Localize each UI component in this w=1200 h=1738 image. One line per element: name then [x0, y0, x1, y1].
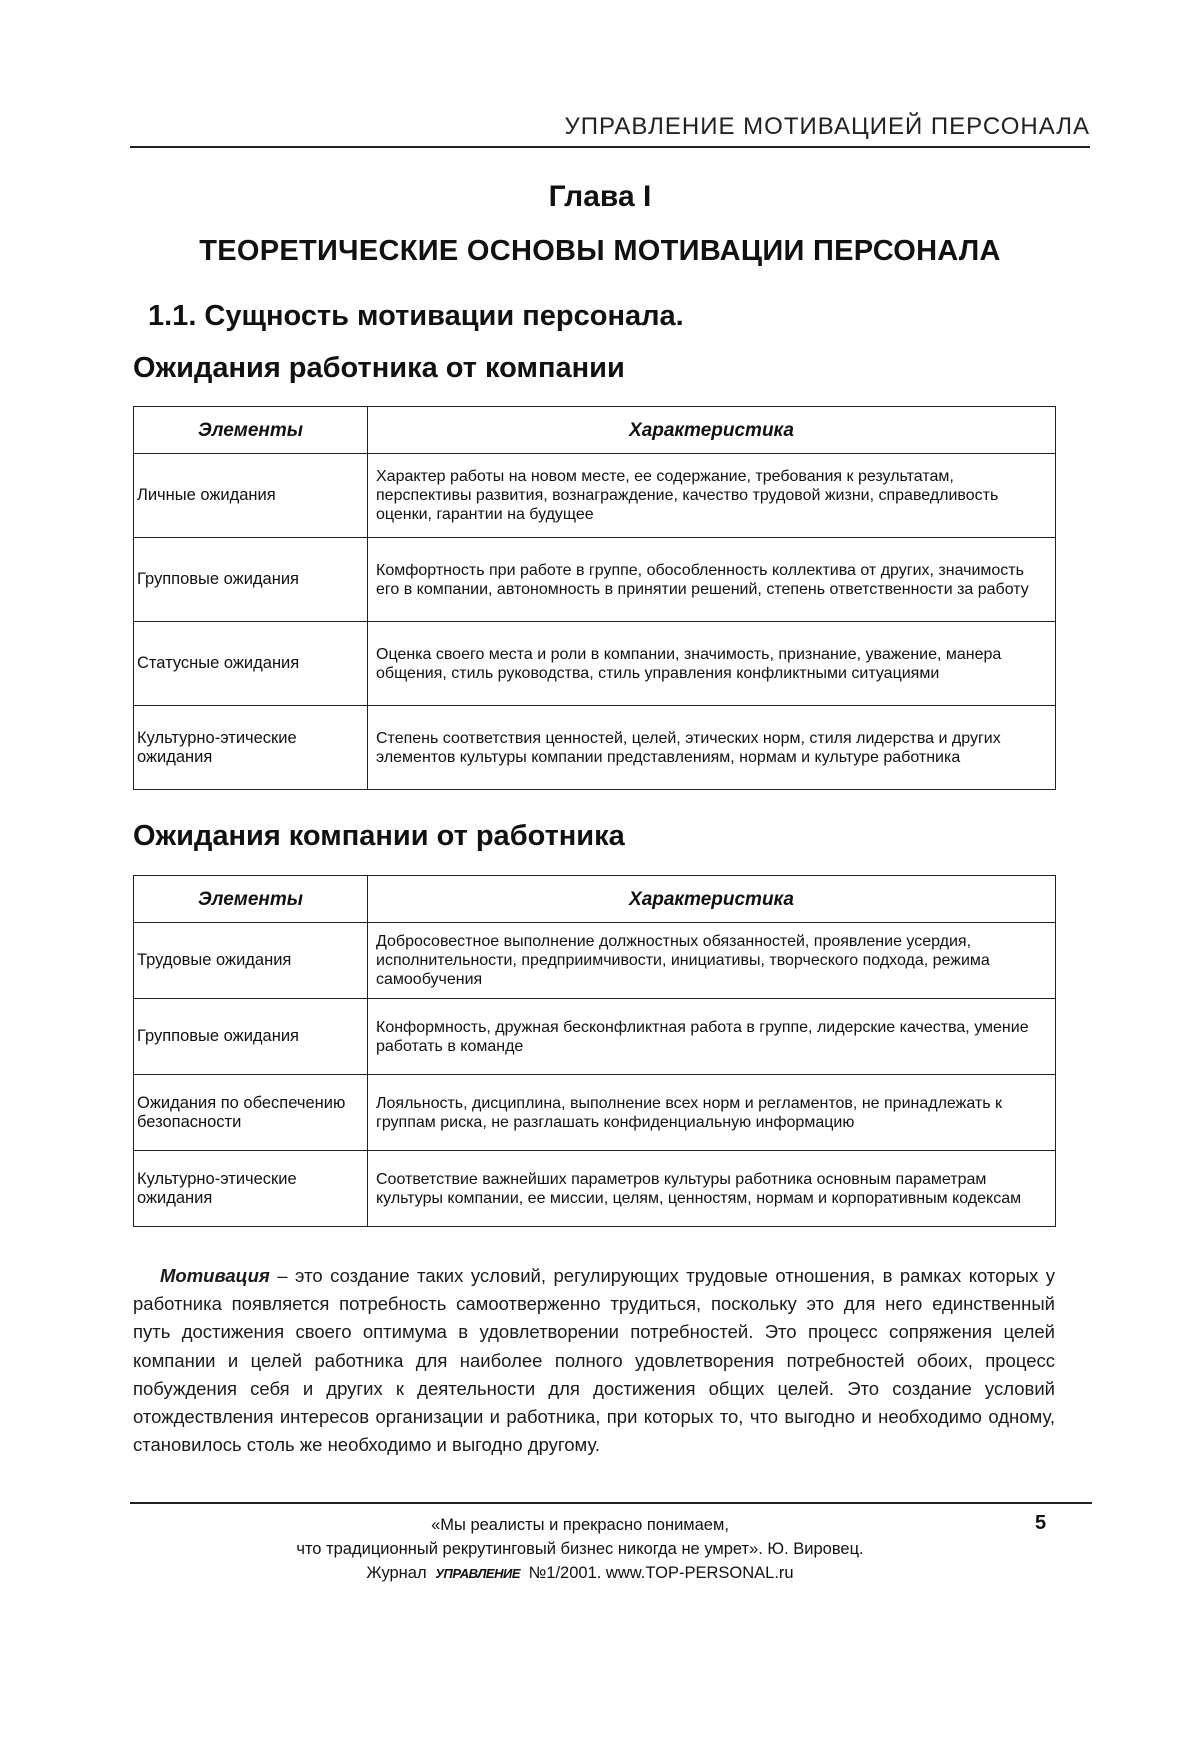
row-description: Оценка своего места и роли в компании, значимость, признание, уважение, манера общения, стиль руководства, стиль управления конфликтными ситуациями: [368, 622, 1056, 706]
column-header-characteristic: Характеристика: [368, 407, 1056, 454]
row-description: Степень соответствия ценностей, целей, этических норм, стиля лидерства и других элементов культуры компании представлениям, нормам и культуре работника: [368, 706, 1056, 790]
footer-quote-line-2: что традиционный рекрутинговый бизнес никогда не умрет». Ю. Вировец.: [296, 1540, 864, 1558]
table-row: [134, 999, 1056, 1075]
journal-logo: УПРАВЛЕНИЕ: [435, 1566, 520, 1581]
footer: [190, 1513, 970, 1586]
table-row: [134, 923, 1056, 999]
table1-title: Ожидания работника от компании: [133, 352, 625, 384]
row-description: Лояльность, дисциплина, выполнение всех норм и регламентов, не принадлежать к группам риска, не разглашать конфиденциальную информацию: [368, 1075, 1056, 1151]
row-element: Культурно-этические ожидания: [134, 706, 368, 790]
journal-label: Журнал: [366, 1564, 427, 1582]
row-description: Характер работы на новом месте, ее содержание, требования к результатам, перспективы развития, вознаграждение, качество трудовой жизни, справедливость оценки, гарантии на будущее: [368, 454, 1056, 538]
running-head: УПРАВЛЕНИЕ МОТИВАЦИЕЙ ПЕРСОНАЛА: [564, 113, 1090, 140]
column-header-elements: Элементы: [134, 876, 368, 923]
table-row: [134, 622, 1056, 706]
footer-quote-line-1: «Мы реалисты и прекрасно понимаем,: [431, 1516, 729, 1534]
row-element: Ожидания по обеспечению безопасности: [134, 1075, 368, 1151]
table-header-row: [134, 407, 1056, 454]
row-description: Добросовестное выполнение должностных обязанностей, проявление усердия, исполнительности, предприимчивости, инициативы, творческого подхода, режима самообучения: [368, 923, 1056, 999]
row-element: Трудовые ожидания: [134, 923, 368, 999]
section-title: 1.1. Сущность мотивации персонала.: [148, 300, 684, 332]
table-row: [134, 538, 1056, 622]
motivation-definition-paragraph: [133, 1262, 1055, 1459]
row-description: Конформность, дружная бесконфликтная работа в группе, лидерские качества, умение работать в команде: [368, 999, 1056, 1075]
row-element: Статусные ожидания: [134, 622, 368, 706]
row-description: Комфортность при работе в группе, обособленность коллектива от других, значимость его в компании, автономность в принятии решений, степень ответственности за работу: [368, 538, 1056, 622]
header-rule: [130, 146, 1090, 148]
table-row: [134, 454, 1056, 538]
table2-title: Ожидания компании от работника: [133, 820, 625, 852]
table-row: [134, 1075, 1056, 1151]
journal-issue-url: №1/2001. www.TOP-PERSONAL.ru: [528, 1564, 794, 1582]
table-row: [134, 706, 1056, 790]
employee-expectations-table: [133, 406, 1056, 790]
main-title: ТЕОРЕТИЧЕСКИЕ ОСНОВЫ МОТИВАЦИИ ПЕРСОНАЛА: [199, 235, 1001, 267]
definition-text: – это создание таких условий, регулирующих трудовые отношения, в рамках которых у работника появляется потребность самоотверженно трудиться, поскольку это для него единственный путь достижения своего оптимума в удовлетворении потребностей. Это процесс сопряжения целей компании и целей работника для наиболее полного удовлетворения потребностей обоих, процесс побуждения себя и других к деятельности для достижения общих целей. Это создание условий отождествления интересов организации и работника, при которых то, что выгодно и необходимо одному, становилось столь же необходимо и выгодно другому.: [133, 1265, 1055, 1456]
column-header-characteristic: Характеристика: [368, 876, 1056, 923]
column-header-elements: Элементы: [134, 407, 368, 454]
row-element: Личные ожидания: [134, 454, 368, 538]
table-header-row: [134, 876, 1056, 923]
row-element: Групповые ожидания: [134, 999, 368, 1075]
footer-journal-line: [190, 1561, 970, 1586]
row-element: Групповые ожидания: [134, 538, 368, 622]
row-description: Соответствие важнейших параметров культуры работника основным параметрам культуры компании, ее миссии, целям, ценностям, нормам и корпоративным кодексам: [368, 1151, 1056, 1227]
company-expectations-table: [133, 875, 1056, 1227]
footer-rule: [130, 1502, 1092, 1504]
table-row: [134, 1151, 1056, 1227]
defined-term: Мотивация: [160, 1265, 270, 1286]
page-number: 5: [1035, 1512, 1047, 1534]
row-element: Культурно-этические ожидания: [134, 1151, 368, 1227]
chapter-heading: Глава I: [548, 180, 652, 213]
